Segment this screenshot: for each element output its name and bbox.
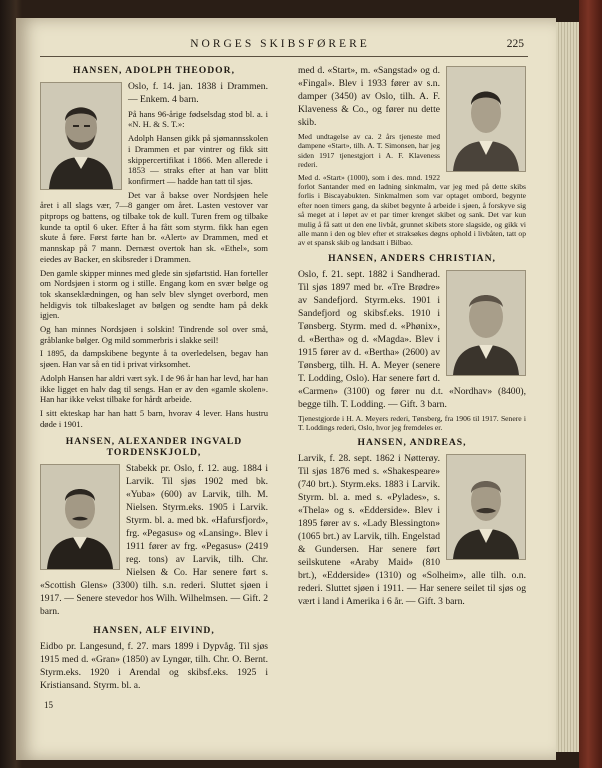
entry-note: Med d. «Start» (1000), som i des. mnd. 1922 forlot Santander med en ladning sinkmalm, var jeg med på dette skibs forlis i Biscayabukten. Sinkmalmen som var optaget ombord, begynte efter noen timers gang, da skibet begynte å arbeide i sjøen, å forskyve sig så meget at i løpet av et par timer krenget skibet og sank. Det var kun mulig å få satt ut den ene livbåt, grunnet skibets store slagside, og gikk vi alle mann i den og blev efter et straksøkes døgns ophold i livbåten, tatt op av et spansk skib og landsatt i Bilbao. [298,172,526,248]
entry-heading: HANSEN, ALEXANDER INGVALD TORDENSKJOLD, [65,436,243,459]
printer-signature: 15 [44,700,53,710]
page-header [30,38,530,56]
right-column [298,64,526,611]
entry-heading: HANSEN, ANDREAS, [357,437,467,449]
entry-alexander [40,437,268,617]
running-title: NORGES SKIBSFØRERE [190,38,370,50]
entry-lead: Oslo, f. 14. jan. 1838 i Drammen. — Enkem. 4 barn. [128,80,268,105]
entry-paragraph: Det var å bakse over Nordsjøen hele året i all slags vær, 7—8 ganger om året. Lasten vestover var pitprops og battens, og tilbake tok de kull. Turen frem og tilbake kunde ta optil 6 uker. Efter å ha fått som styrm. fikk han egen skute å føre. Først førte han br. «Alert» av Drammen, med et mannskap på 7 mann. Dernæst overtok han sk. «Ethel», som eiedes av Backer, en skibsreder i Drammen. [40,189,268,264]
entry-text: Eidbo pr. Langesund, f. 27. mars 1899 i Dypvåg. Til sjøs 1915 med d. «Gran» (1850) av Lyngør, tilh. Chr. O. Bernt. Styrm.eks. 1920 i Arendal og skibsf.eks. 1925 i Kristiansand. Styrm. bl. a. [40,640,268,691]
portrait-man-icon [446,270,526,376]
entry-andreas [298,438,526,608]
entry-text: Oslo, f. 21. sept. 1882 i Sandherad. Til sjøs 1897 med br. «Tre Brødre» av Sandefjord. Styrm.eks. 1901 i Sandefjord og skibsf.eks. 1910 i Tønsberg. Styrm. med d. «Phønix», d. «Bertha» og d. «Magda». Blev i 1915 fører av d. «Bertha» (2600) av Tønsberg, tilh. H. A. Meyer (senere T. Lodding, Oslo). Har senere ført d. «Carmen» (3100) og fører nu d.t. «Nordhav» (8400), begge tilh. T. Lodding. — Gift. 3 barn. [298,268,526,410]
header-rule [40,56,528,57]
entry-heading: HANSEN, ALF EIVIND, [93,624,215,636]
entry-adolph [40,66,268,429]
entry-heading: HANSEN, ANDERS CHRISTIAN, [328,252,496,264]
portrait-young-man-icon [446,66,526,172]
entry-text: med d. «Start», m. «Sangstad» og d. «Fingal». Blev i 1933 fører av s.n. damper (3450) av Oslo, tilh. A. F. Klaveness & Co., og fører nu dette skib. [298,65,440,128]
entry-paragraph: Og han minnes Nordsjøen i solskin! Tindrende sol over små, gråblanke bølger. Og mild sommerbris i slakke seil! [40,324,268,345]
entry-paragraph: I sitt ekteskap har han hatt 5 barn, hvorav 4 lever. Hans hustru døde i 1901. [40,407,268,429]
entry-text: Stabekk pr. Oslo, f. 12. aug. 1884 i Larvik. Til sjøs 1902 med bk. «Yuba» (600) av Larvik, tilh. M. Nielsen. Styrm.eks. 1905 i Larvik. Styrm. bl. a. med bk. «Hafursfjord», frg. «Pegasus» og «Lansing». Blev i 1911 fører av frg. «Pegasus» (2419 reg. tons) av Larvik, tilh. Chr. Nielsen & Co. Har senere ført s. «Scottish Glens» (3300) tilh. s.n. rederi. Sluttet sjøen i 1917. — Senere stevedor hos Wilh. Wilhelmsen. — Gift. 2 barn. [40,462,268,617]
page-number: 225 [506,38,524,50]
entry-paragraph: Adolph Hansen har aldri vært syk. I de 96 år han har levd, har han ikke ligget en halv dag til sengs. Han er av den «gamle skolen». Han har ikke vekst tilbake for hårdt arbeide. [40,372,268,405]
entry-paragraph: I 1895, da dampskibene begynte å ta overledelsen, begav han sjøen. Han var så en tid i privat virksomhet. [40,348,268,370]
entry-alf [40,626,268,692]
entry-note: Med undtagelse av ca. 2 års tjeneste med dampene «Start», tilh. A. T. Simonsen, har jeg siden 1917 tjenestgjort i A. F. Klaveness rederi. [298,132,440,170]
entry-heading: HANSEN, ADOLPH THEODOR, [73,65,235,76]
portrait-bearded-man-icon [40,82,122,190]
entry-note: Tjenestgjorde i H. A. Meyers rederi, Tønsberg, fra 1906 til 1917. Senere i T. Loddings rederi, Oslo, hvor jeg fremdeles er. [298,413,526,432]
entry-text: Larvik, f. 28. sept. 1862 i Nøtterøy. Til sjøs 1876 med s. «Shakespeare» (740 brt.). Styrm.eks. 1883 i Larvik. Styrm. bl. a. med s. «Pylades», s. «Thela» og s. «Edderside». Blev i 1895 fører av s. «Lady Blessington» (1065 brt.) av Larvik, tilh. Engelstad & Gundersen. Har senere ført seilskutene «Araby Maid» (810 brt.), «Edderside» (1310) og «Solheim», alle tilh. o.n. rederi. Sluttet sjøen i 1911. — Har senere seilet til sjøs og vært i land i Amerika i 6 år. — Gift. 3 barn. [298,453,526,608]
portrait-man-moustache-icon [40,464,120,570]
entry-paragraph: På hans 96-årige fødselsdag stod bl. a. i «N. H. & S. T.»: [128,108,268,130]
entry-paragraph: Adolph Hansen gikk på sjømannsskolen i Drammen et par vintrer og fikk sitt skippercertifikat i 1866. Men allerede i 1853 — straks efter at han var blitt konfirmert — hadde han tatt til sjøs. [128,133,268,186]
portrait-man-moustache-icon [446,454,526,560]
entry-anders [298,254,526,433]
entry-paragraph: Den gamle skipper minnes med glede sin sjøfartstid. Han forteller om Nordsjøen i storm og i stille. Engang kom en svær bølge og tok skanseklædningen, og han selv blev slynget overbord, men heldigvis tok tilbakeslaget av bølgen og sendte ham på dekk igjen. [40,267,268,321]
left-column [40,64,268,695]
entry-alf-continued [298,64,526,248]
